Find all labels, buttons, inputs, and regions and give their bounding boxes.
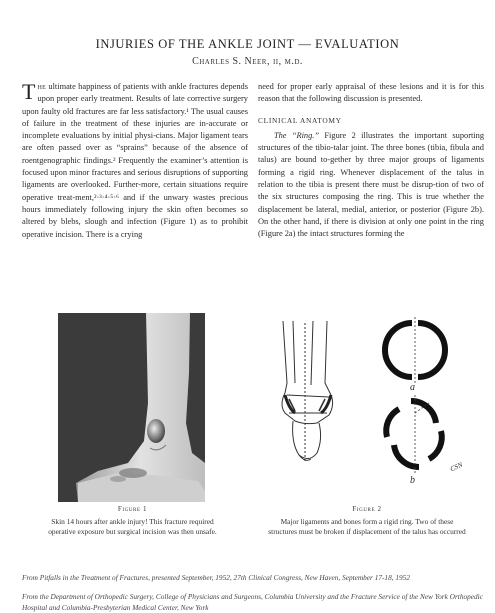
figure-2a-label: a [410,382,415,393]
figure-2-diagram [265,313,470,503]
intro-lead-word: he [37,82,47,91]
article-title: INJURIES OF THE ANKLE JOINT — EVALUATION [95,37,400,51]
continuation-paragraph: need for proper early appraisal of these lesions and it is for this reason that the following discussion is presented. [258,82,484,104]
figure-2-caption-text: Major ligaments and bones form a rigid ring. Two of these structures must be broken if displacement of the talus has occurred [268,517,466,536]
article-author: Charles S. Neer, ii, m.d. [192,56,303,67]
drop-cap: T [22,79,36,104]
section-heading: CLINICAL ANATOMY [258,115,342,125]
ankle-skin-photo [58,313,205,502]
intro-text: ultimate happiness of patients with ankle fractures depends upon proper early treatment. Results of late corrective surgery upon faulty old fractures are far less satisfactory.¹ The usual causes of failure in the treatment of these injuries are in-accurate or incomplete evaluations by initial physi-cians. Major ligament tears are often passed over as “sprains” because of the absence of roentgenographic findings.² Frequently the examiner’s attention is focused upon minor fractures and serious disruptions of supporting ligaments are overlooked. Further-more, certain situations require operative treat-ment,²·³·⁴·⁵·⁶ and if the unwary wastes precious hours immediately following injury the skin often becomes so altered by blebs, slough and infection (Figure 1) as to prohibit operative incision. There is a crying [22,82,249,239]
left-column [22,81,248,241]
figure-1-caption-text: Skin 14 hours after ankle injury! This fracture required operative exposure but surgical incision was then unsafe. [48,517,217,536]
figure-1-caption [45,504,220,537]
footnote-presentation: From Pitfalls in the Treatment of Fractures, presented September, 1952, 27th Clinical Congress, New Haven, September 17-18, 1952 [22,573,410,582]
artist-signature: CSN [448,460,464,474]
figure-2-caption [268,504,466,537]
ring-paragraph [258,130,484,241]
intro-paragraph [22,81,248,241]
ring-subheading: The “Ring.” [273,130,320,140]
right-column [258,81,484,241]
footnote-affiliation: From the Department of Orthopedic Surgery, College of Physicians and Surgeons, Columbia University and the Fracture Service of the New York Orthopedic Hospital and Columbia-Presbyterian Medical Center, New York [22,592,483,612]
figure-2b-label: b [410,475,415,486]
ankle-ring-diagram [265,313,470,503]
figure-1-photo [58,313,205,502]
ring-text: Figure 2 illustrates the important suporting structures of the tibio-talar joint. The three bones (tibia, fibula and talus) are bound to-gether by three major groups of ligaments forming a rigid ring. Whenever displacement of the talus in relation to the tibia is present there must be disrup-tion of two of the six structures composing the ring. This is true whether the displacement be lateral, medial, anterior, or posterior (Figure 2b). On the other hand, if there is division at only one point in the ring (Figure 2a) the intact structures forming the [258,130,485,239]
figure-1-label: Figure 1 [117,505,148,513]
figure-2-label: Figure 2 [352,505,382,513]
